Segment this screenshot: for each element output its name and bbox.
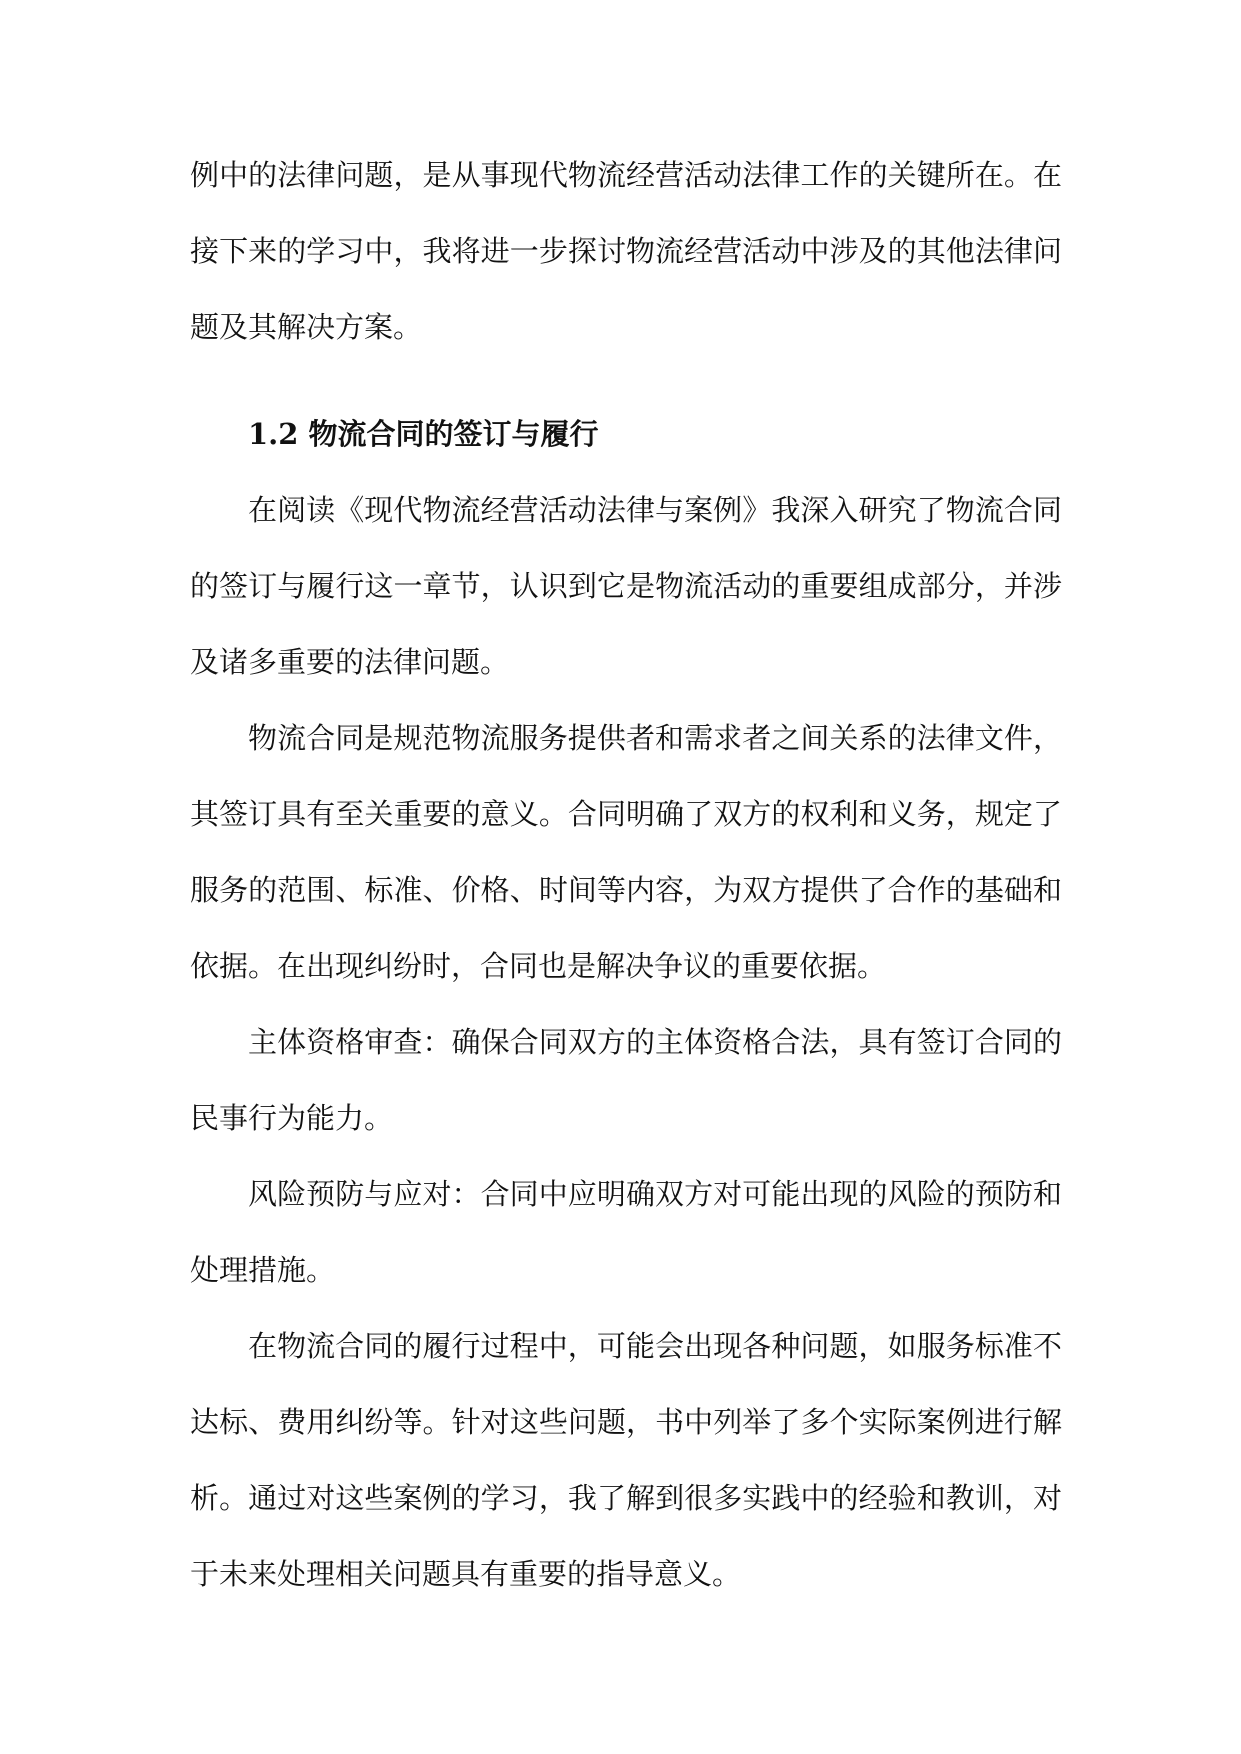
body-paragraph (190, 1156, 1062, 1308)
paragraph-line: 接下来的学习中，我将进一步探讨物流经营活动中涉及的其他法律问 (190, 234, 1062, 268)
paragraph-line: 达标、费用纠纷等。针对这些问题，书中列举了多个实际案例进行解 (190, 1405, 1062, 1439)
body-paragraph (190, 1308, 1062, 1612)
paragraph-line: 在阅读《现代物流经营活动法律与案例》我深入研究了物流合同 (248, 493, 1062, 527)
paragraph-line: 的签订与履行这一章节，认识到它是物流活动的重要组成部分，并涉 (190, 569, 1062, 603)
paragraph-line: 主体资格审查：确保合同双方的主体资格合法，具有签订合同的 (248, 1025, 1062, 1059)
paragraph-line: 析。通过对这些案例的学习，我了解到很多实践中的经验和教训，对 (190, 1481, 1062, 1515)
intro-paragraph (190, 137, 1062, 365)
paragraph-line: 例中的法律问题，是从事现代物流经营活动法律工作的关键所在。在 (190, 158, 1062, 192)
body-paragraph (190, 700, 1062, 1004)
paragraph-line: 在物流合同的履行过程中，可能会出现各种问题，如服务标准不 (248, 1329, 1062, 1363)
paragraph-line: 风险预防与应对：合同中应明确双方对可能出现的风险的预防和 (248, 1177, 1062, 1211)
paragraph-line: 于未来处理相关问题具有重要的指导意义。 (190, 1557, 742, 1591)
paragraph-line: 服务的范围、标准、价格、时间等内容，为双方提供了合作的基础和 (190, 873, 1062, 907)
body-paragraph (190, 472, 1062, 700)
paragraph-line: 依据。在出现纠纷时，合同也是解决争议的重要依据。 (190, 949, 887, 983)
body-paragraph (190, 1004, 1062, 1156)
document-body (190, 137, 1062, 1612)
paragraph-line: 处理措施。 (190, 1253, 336, 1287)
paragraph-line: 及诸多重要的法律问题。 (190, 645, 510, 679)
section-heading: 1.2 物流合同的签订与履行 (248, 417, 599, 451)
paragraph-line: 题及其解决方案。 (190, 310, 423, 344)
paragraph-line: 民事行为能力。 (190, 1101, 394, 1135)
paragraph-line: 其签订具有至关重要的意义。合同明确了双方的权利和义务，规定了 (190, 797, 1062, 831)
paragraph-line: 物流合同是规范物流服务提供者和需求者之间关系的法律文件， (248, 721, 1062, 755)
